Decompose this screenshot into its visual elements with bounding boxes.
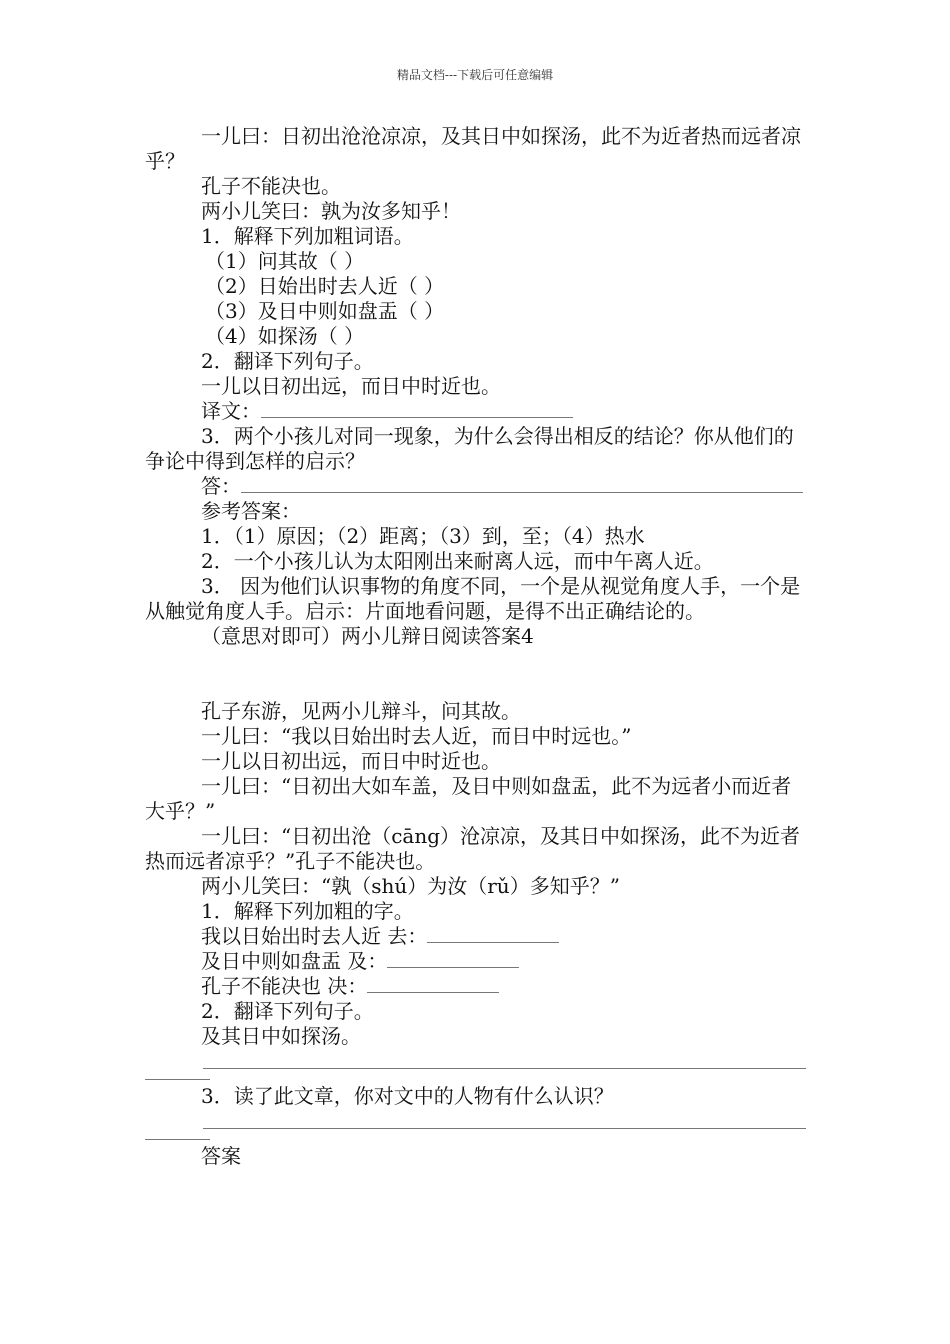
answer-blank xyxy=(261,401,573,418)
question-item xyxy=(145,974,810,999)
document-body xyxy=(145,124,810,1169)
question-sentence: 一儿以日初出远，而日中时近也。 xyxy=(201,374,501,398)
passage-line: 孔子不能决也。 xyxy=(201,174,341,198)
question-item-label: 我以日始出时去人近 去： xyxy=(201,924,428,948)
answer-line xyxy=(145,474,810,499)
passage-line: 一儿以日初出远，而日中时近也。 xyxy=(201,749,501,773)
question-item: （1）问其故（ ） xyxy=(205,249,365,273)
question-item xyxy=(145,949,810,974)
answer-blank xyxy=(387,951,519,968)
passage-line: 一儿曰：“日初出沧（cāng）沧凉凉，及其日中如探汤，此不为近者热而远者凉乎？”孔子不能决也。 xyxy=(145,824,801,873)
answer-line xyxy=(203,1109,806,1129)
reference-answer: 3． 因为他们认识事物的角度不同，一个是从视觉角度人手，一个是从触觉角度人手。启示：片面地看问题，是得不出正确结论的。 xyxy=(145,574,801,623)
answer-blank xyxy=(367,976,499,993)
question-3: 3．两个小孩儿对同一现象，为什么会得出相反的结论？你从他们的争论中得到怎样的启示？ xyxy=(145,424,794,473)
question-item: （2）日始出时去人近（ ） xyxy=(205,274,445,298)
passage-line: 孔子东游，见两小儿辩斗，问其故。 xyxy=(201,699,521,723)
question-item xyxy=(145,924,810,949)
question-2: 2．翻译下列句子。 xyxy=(201,349,374,373)
answer-blank xyxy=(427,926,559,943)
passage-line: 一儿曰：“我以日始出时去人近，而日中时远也。” xyxy=(201,724,632,748)
section-title: （意思对即可）两小儿辩日阅读答案4 xyxy=(201,624,534,648)
reference-heading: 参考答案： xyxy=(201,499,301,523)
page-header: 精品文档---下载后可任意编辑 xyxy=(396,68,554,82)
question-1: 1．解释下列加粗词语。 xyxy=(201,224,414,248)
answer-line-tail xyxy=(145,1069,210,1080)
translation-label: 译文： xyxy=(201,399,261,423)
question-2: 2．翻译下列句子。 xyxy=(201,999,374,1023)
translation-line xyxy=(145,399,810,424)
passage-line: 两小儿笑曰：孰为汝多知乎！ xyxy=(201,199,461,223)
question-item-label: 及日中则如盘盂 及： xyxy=(201,949,388,973)
section-gap xyxy=(145,649,810,699)
answer-blank xyxy=(241,476,803,493)
question-item-label: 孔子不能决也 决： xyxy=(201,974,368,998)
answer-line-tail xyxy=(145,1129,210,1140)
reference-answer: 2．一个小孩儿认为太阳刚出来耐离人远，而中午离人近。 xyxy=(201,549,714,573)
question-sentence: 及其日中如探汤。 xyxy=(201,1024,361,1048)
question-1: 1．解释下列加粗的字。 xyxy=(201,899,414,923)
passage-line: 一儿曰：日初出沧沧凉凉，及其日中如探汤，此不为近者热而远者凉乎？ xyxy=(145,124,801,173)
answer-line xyxy=(203,1049,806,1069)
passage-line: 两小儿笑曰：“孰（shú）为汝（rǔ）多知乎？” xyxy=(201,874,620,898)
question-item: （4）如探汤（ ） xyxy=(205,324,365,348)
answer-heading: 答案 xyxy=(201,1144,241,1168)
question-3: 3．读了此文章，你对文中的人物有什么认识？ xyxy=(201,1084,614,1108)
question-item: （3）及日中则如盘盂（ ） xyxy=(205,299,445,323)
answer-label: 答： xyxy=(201,474,241,498)
passage-line: 一儿曰：“日初出大如车盖，及日中则如盘盂，此不为远者小而近者大乎？” xyxy=(145,774,792,823)
reference-answer: 1．（1）原因；（2）距离；（3）到，至；（4）热水 xyxy=(201,524,645,548)
